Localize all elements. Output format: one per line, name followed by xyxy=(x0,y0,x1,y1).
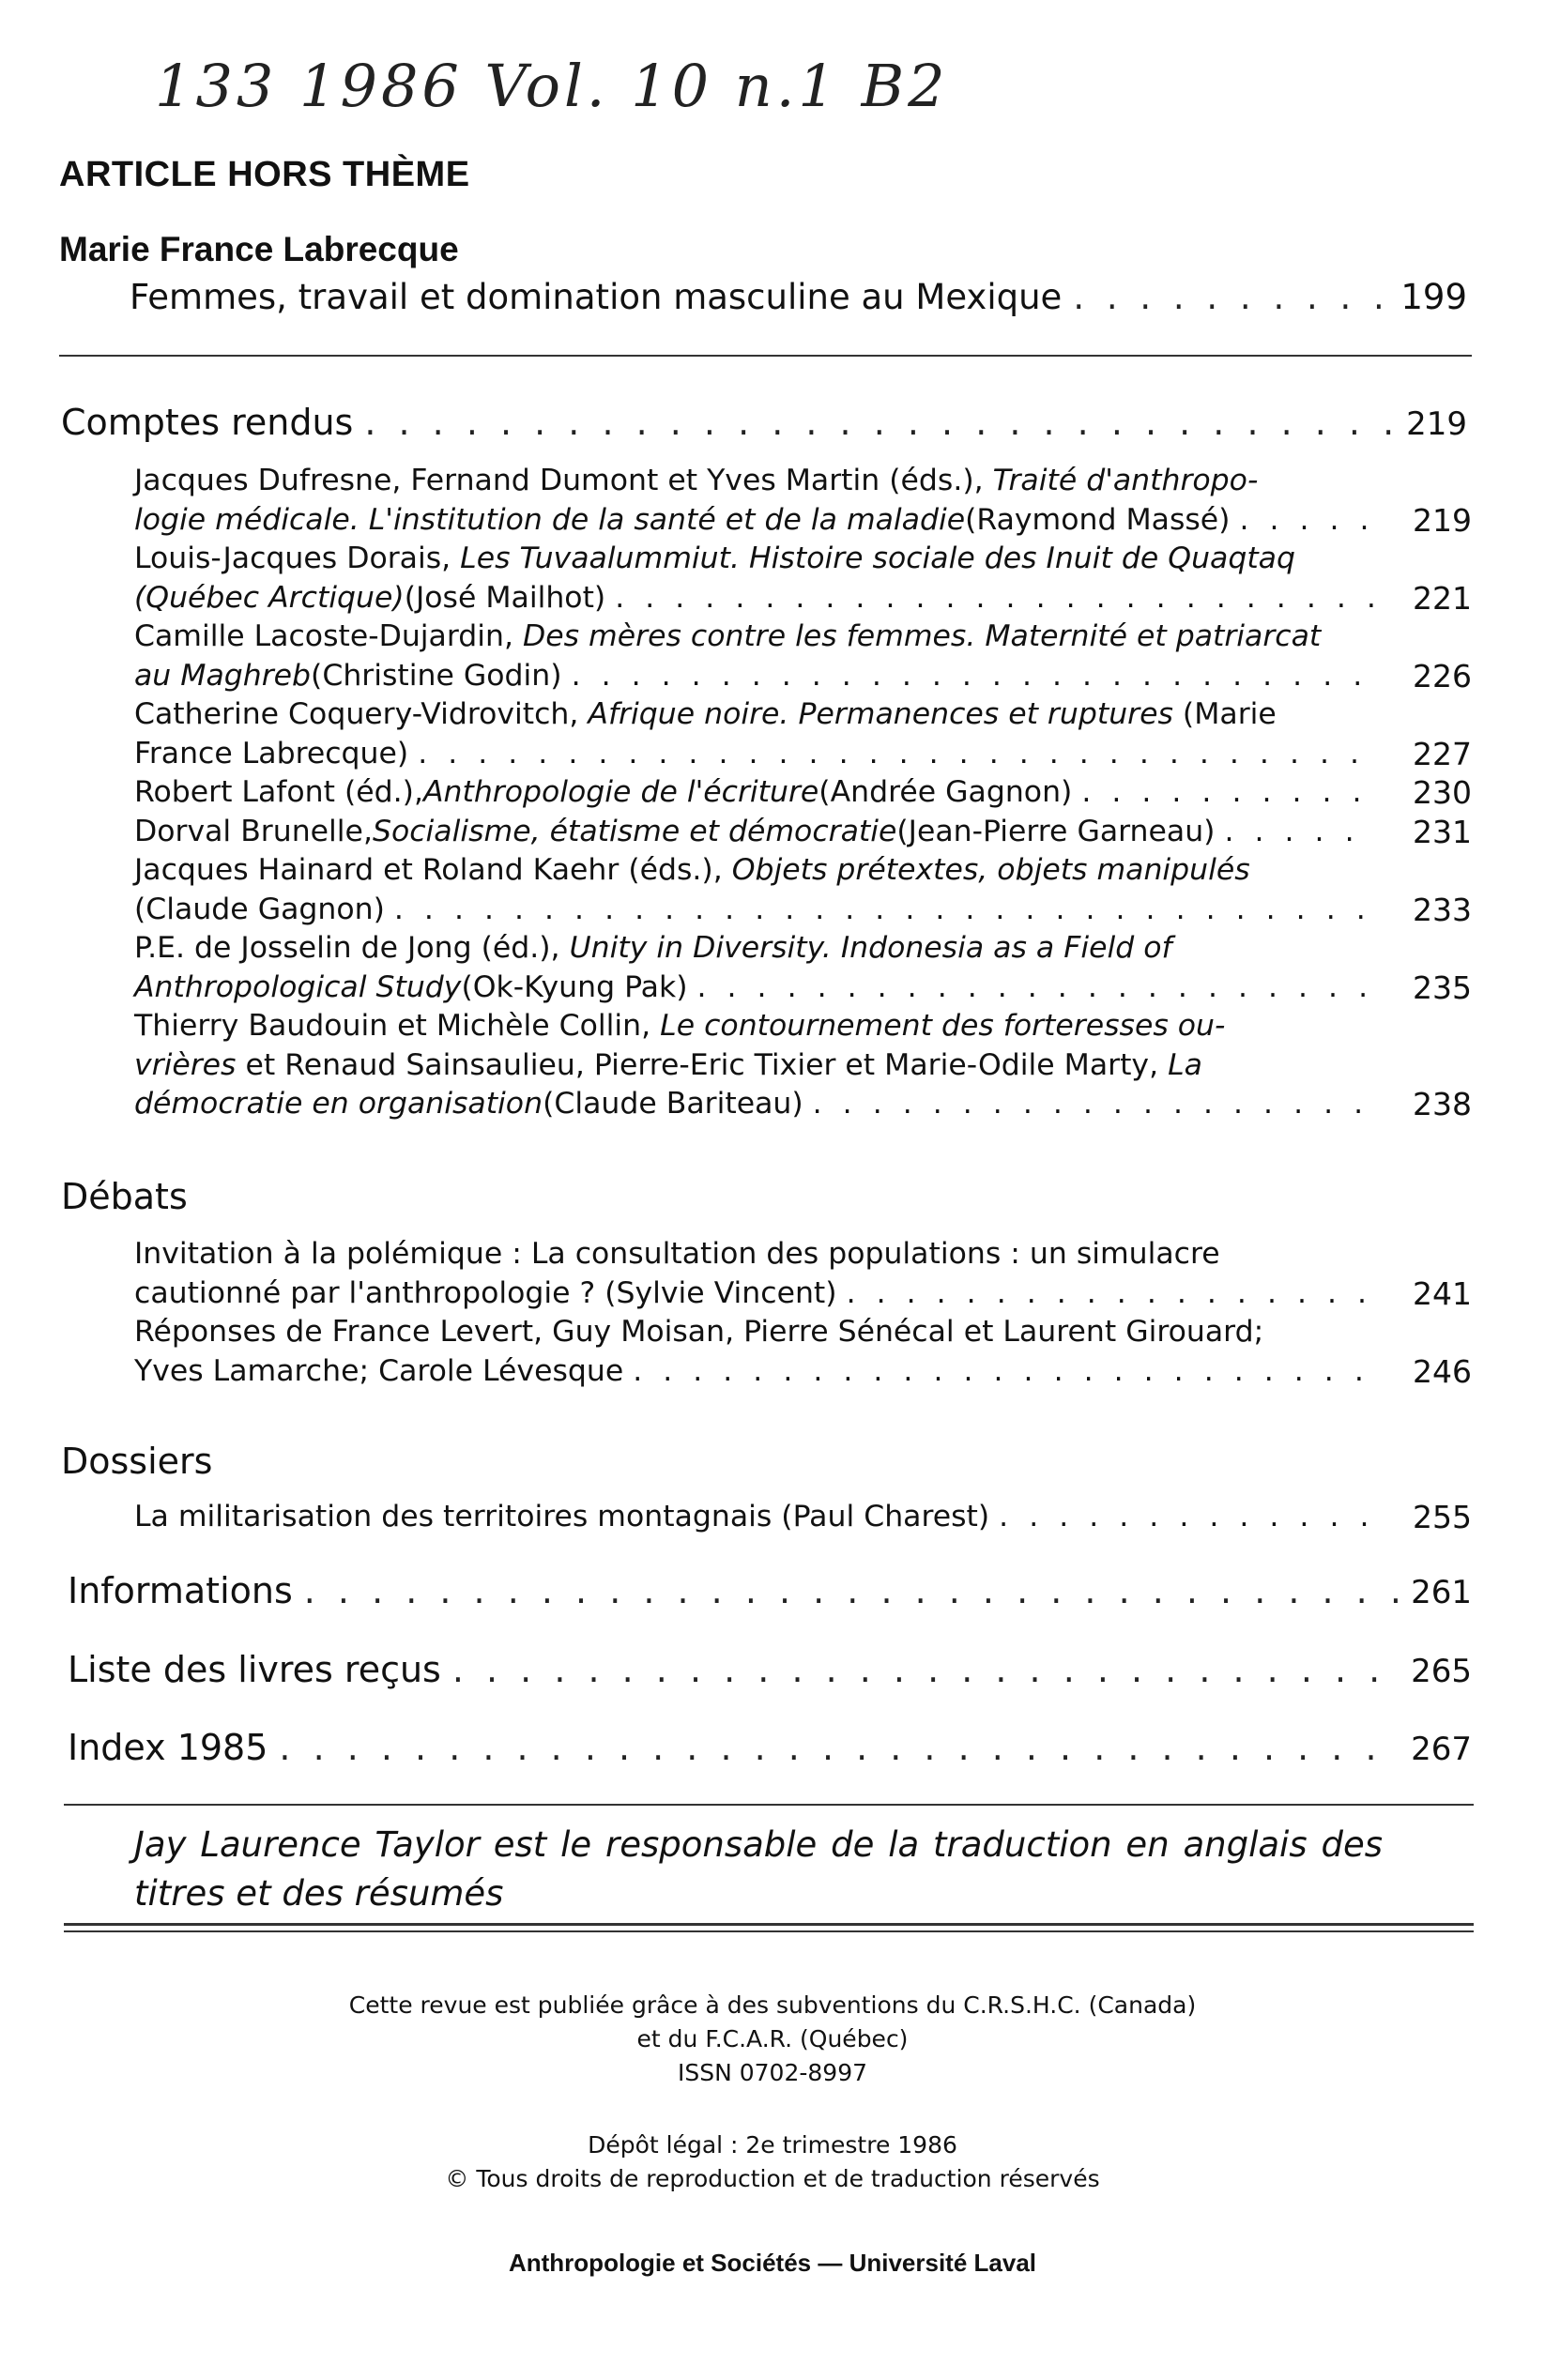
list-item: Robert Lafont (éd.), Anthropologie de l'écriture (Andrée Gagnon) . . . 230 xyxy=(134,773,1472,813)
section-heading-hors-theme: ARTICLE HORS THÈME xyxy=(59,155,470,194)
dot-leader xyxy=(452,1649,1401,1690)
footer-line: et du F.C.A.R. (Québec) xyxy=(636,2025,909,2052)
translator-note: Jay Laurence Taylor est le responsable de la traduction en anglais des titres et des résumés xyxy=(134,1824,1383,1914)
page-number: 226 xyxy=(1413,657,1472,694)
dot-leader xyxy=(1073,277,1391,317)
page-number: 235 xyxy=(1413,969,1472,1006)
list-item: Louis-Jacques Dorais, Les Tuvaalummiut. Histoire sociale des Inuit de Quaqtaq (Québec Arctique) (José Mailhot) . . . 221 xyxy=(134,540,1472,618)
divider xyxy=(64,1804,1474,1806)
copyright-line: © Tous droits de reproduction et de traduction réservés xyxy=(445,2165,1100,2192)
page-number: 199 xyxy=(1400,277,1467,317)
section-heading-dossiers: Dossiers xyxy=(61,1441,213,1482)
toc-section-comptes-rendus xyxy=(61,402,1467,443)
publisher-line: Anthropologie et Sociétés — Université Laval xyxy=(508,2249,1037,2277)
page-number: 255 xyxy=(1413,1499,1472,1535)
section-label: Informations xyxy=(68,1570,293,1611)
divider xyxy=(64,1930,1474,1932)
toc-section-informations xyxy=(68,1570,1472,1611)
page-number: 261 xyxy=(1411,1574,1472,1611)
dot-leader xyxy=(364,402,1397,443)
page-number: 230 xyxy=(1413,774,1472,811)
section-label: Index 1985 xyxy=(68,1727,268,1768)
list-item: Thierry Baudouin et Michèle Collin, Le contournement des forteresses ou- vrières et Renaud Sainsaulieu, Pierre-Eric Tixier et Marie-Odile Marty, La démocratie en organisation (Claude Bariteau) . . . 238 xyxy=(134,1007,1472,1124)
funding-note xyxy=(0,1989,1545,2090)
section-label: Liste des livres reçus xyxy=(68,1649,441,1690)
footer-line: Dépôt légal : 2e trimestre 1986 xyxy=(588,2131,957,2159)
page-number: 265 xyxy=(1411,1653,1472,1690)
comptes-rendus-list xyxy=(134,462,1472,1124)
handwritten-annotation: 133 1986 Vol. 10 n.1 B2 xyxy=(155,52,949,120)
debats-list xyxy=(134,1235,1472,1391)
page-number: 221 xyxy=(1413,579,1472,617)
list-item: Jacques Hainard et Roland Kaehr (éds.), Objets prétextes, objets manipulés (Claude Gagnon) . . . 233 xyxy=(134,851,1472,929)
list-item: Camille Lacoste-Dujardin, Des mères contre les femmes. Maternité et patriarcat au Maghreb (Christine Godin) . . . 226 xyxy=(134,618,1472,695)
list-item: La militarisation des territoires montagnais (Paul Charest) . . . 255 xyxy=(134,1498,1472,1537)
list-item: Invitation à la polémique : La consultation des populations : un simulacre cautionné par l'anthropologie ? (Sylvie Vincent) . . . 241 xyxy=(134,1235,1472,1313)
list-item: Réponses de France Levert, Guy Moisan, Pierre Sénécal et Laurent Girouard; Yves Lamarche; Carole Lévesque . . . 246 xyxy=(134,1313,1472,1391)
page-number: 227 xyxy=(1413,735,1472,772)
page-number: 219 xyxy=(1413,501,1472,539)
page-number: 241 xyxy=(1413,1274,1472,1312)
toc-section-liste-livres xyxy=(68,1649,1472,1690)
dot-leader xyxy=(279,1727,1401,1768)
page-number: 238 xyxy=(1413,1086,1472,1122)
page-number: 233 xyxy=(1413,891,1472,928)
divider xyxy=(59,355,1472,357)
list-item: Catherine Coquery-Vidrovitch, Afrique noire. Permanences et ruptures (Marie France Labrecque) . . . 227 xyxy=(134,695,1472,773)
legal-note xyxy=(0,2128,1545,2196)
list-item: P.E. de Josselin de Jong (éd.), Unity in Diversity. Indonesia as a Field of Anthropological Study (Ok-Kyung Pak) . . . 235 xyxy=(134,929,1472,1007)
list-item: Jacques Dufresne, Fernand Dumont et Yves Martin (éds.), Traité d'anthropo- logie médicale. L'institution de la santé et de la maladie (Raymond Massé) . . . 219 xyxy=(134,462,1472,540)
section-label: Comptes rendus xyxy=(61,402,354,443)
page-number: 219 xyxy=(1406,405,1467,443)
toc-entry-article xyxy=(130,277,1467,317)
article-title: Femmes, travail et domination masculine au Mexique xyxy=(130,277,1063,317)
page-number: 231 xyxy=(1413,813,1472,850)
divider xyxy=(64,1923,1474,1926)
article-author: Marie France Labrecque xyxy=(59,230,459,268)
toc-section-index xyxy=(68,1727,1472,1768)
footer-line: Cette revue est publiée grâce à des subventions du C.R.S.H.C. (Canada) xyxy=(348,1991,1197,2019)
section-heading-debats: Débats xyxy=(61,1176,188,1217)
page-number: 246 xyxy=(1413,1352,1472,1390)
list-item: Dorval Brunelle, Socialisme, étatisme et démocratie (Jean-Pierre Garneau) . . . 231 xyxy=(134,813,1472,852)
dot-leader xyxy=(304,1570,1401,1611)
page-number: 267 xyxy=(1411,1731,1472,1768)
dossiers-list xyxy=(134,1498,1472,1537)
issn: ISSN 0702-8997 xyxy=(677,2059,868,2086)
